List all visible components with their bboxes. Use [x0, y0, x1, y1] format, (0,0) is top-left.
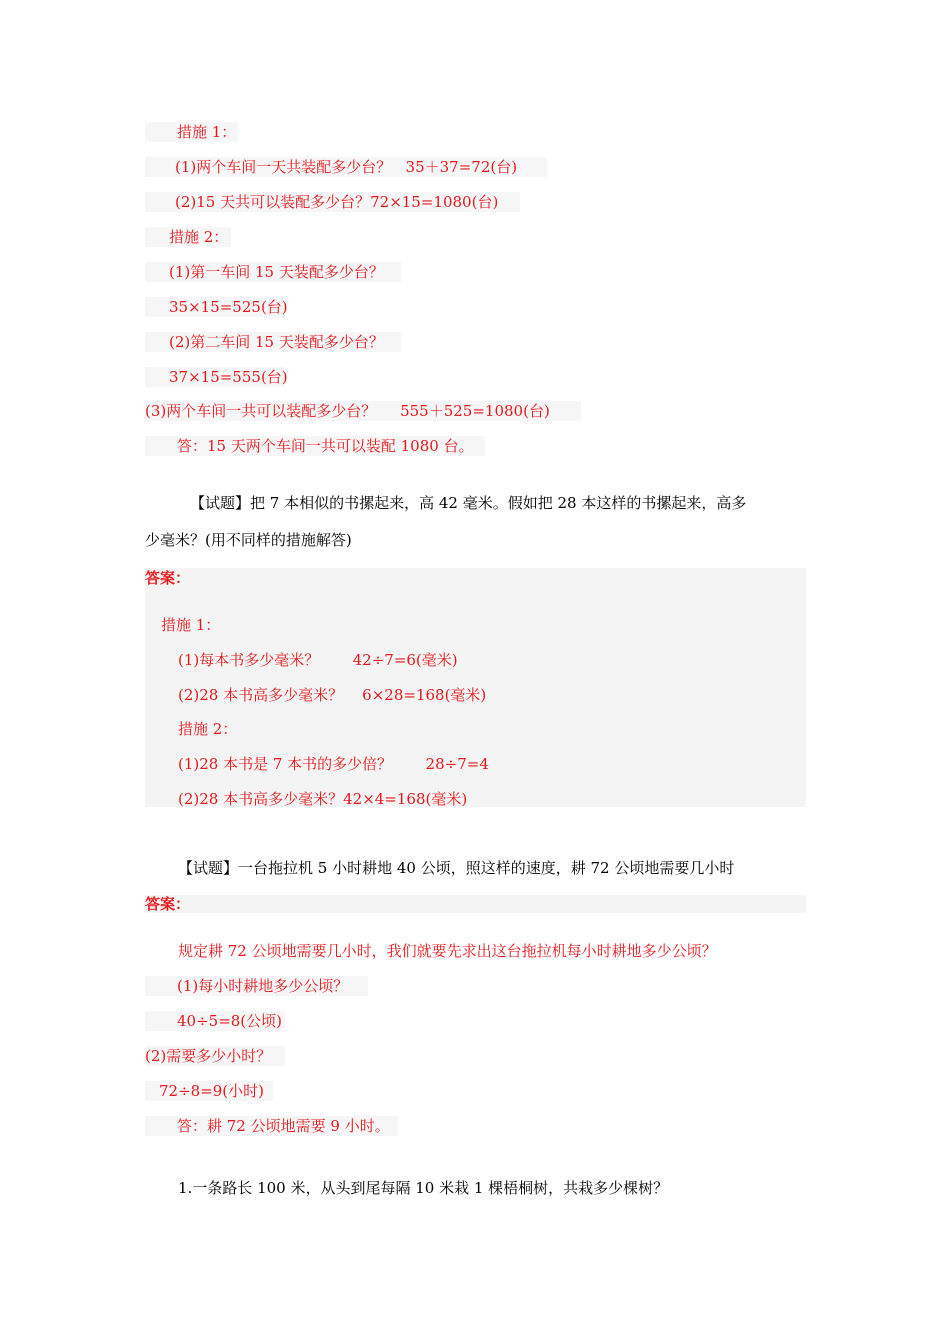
problem4-question: 1.一条路长 100 米，从头到尾每隔 10 米栽 1 棵梧桐树，共栽多少棵树？ [178, 1179, 669, 1197]
problem3-question: 【试题】一台拖拉机 5 小时耕地 40 公顷，照这样的速度，耕 72 公顷地需要几小时 [178, 859, 735, 877]
method2-step3: (3)两个车间一共可以装配多少台？ 555＋525=1080(台) [145, 401, 581, 421]
method2-step1-answer: 35×15=525(台) [145, 297, 285, 317]
method2-step2-question: (2)第二车间 15 天装配多少台？ [145, 332, 401, 352]
method1-label: 措施 1： [145, 122, 238, 142]
problem2-question-line2: 少毫米？(用不同样的措施解答) [145, 531, 352, 549]
method2-label: 措施 2： [145, 227, 231, 247]
problem2-method1-step2: (2)28 本书高多少毫米？ 6×28=168(毫米) [178, 686, 487, 704]
problem2-question-line1: 【试题】把 7 本相似的书摞起来，高 42 毫米。假如把 28 本这样的书摞起来，高多 [190, 494, 747, 512]
problem2-method2-step2: (2)28 本书高多少毫米？42×4=168(毫米) [178, 790, 468, 808]
block1-answer: 答：15 天两个车间一共可以装配 1080 台。 [145, 436, 485, 456]
problem2-method1-step1: (1)每本书多少毫米？ 42÷7=6(毫米) [178, 651, 458, 669]
method2-step1-question: (1)第一车间 15 天装配多少台？ [145, 262, 401, 282]
problem2-method1-label: 措施 1： [161, 616, 221, 634]
problem3-step2-answer: 72÷8=9(小时) [145, 1081, 273, 1101]
method1-step2: (2)15 天共可以装配多少台？72×15=1080(台) [145, 192, 520, 212]
problem2-method2-label: 措施 2： [178, 720, 238, 738]
method1-step1: (1)两个车间一天共装配多少台？ 35＋37=72(台) [145, 157, 547, 177]
problem2-answer-label: 答案： [145, 569, 191, 587]
problem3-step2-question: (2)需要多少小时？ [145, 1046, 285, 1066]
problem3-answer: 答：耕 72 公顷地需要 9 小时。 [145, 1116, 398, 1136]
problem3-answer-label: 答案： [145, 895, 191, 913]
problem3-step1-question: (1)每小时耕地多少公顷？ [145, 976, 368, 996]
problem3-answer-bar [145, 895, 806, 913]
problem3-intro: 规定耕 72 公顷地需要几小时，我们就要先求出这台拖拉机每小时耕地多少公顷？ [178, 942, 717, 960]
problem3-step1-answer: 40÷5=8(公顷) [145, 1011, 285, 1031]
problem2-method2-step1: (1)28 本书是 7 本书的多少倍？ 28÷7=4 [178, 755, 489, 773]
method2-step2-answer: 37×15=555(台) [145, 367, 285, 387]
